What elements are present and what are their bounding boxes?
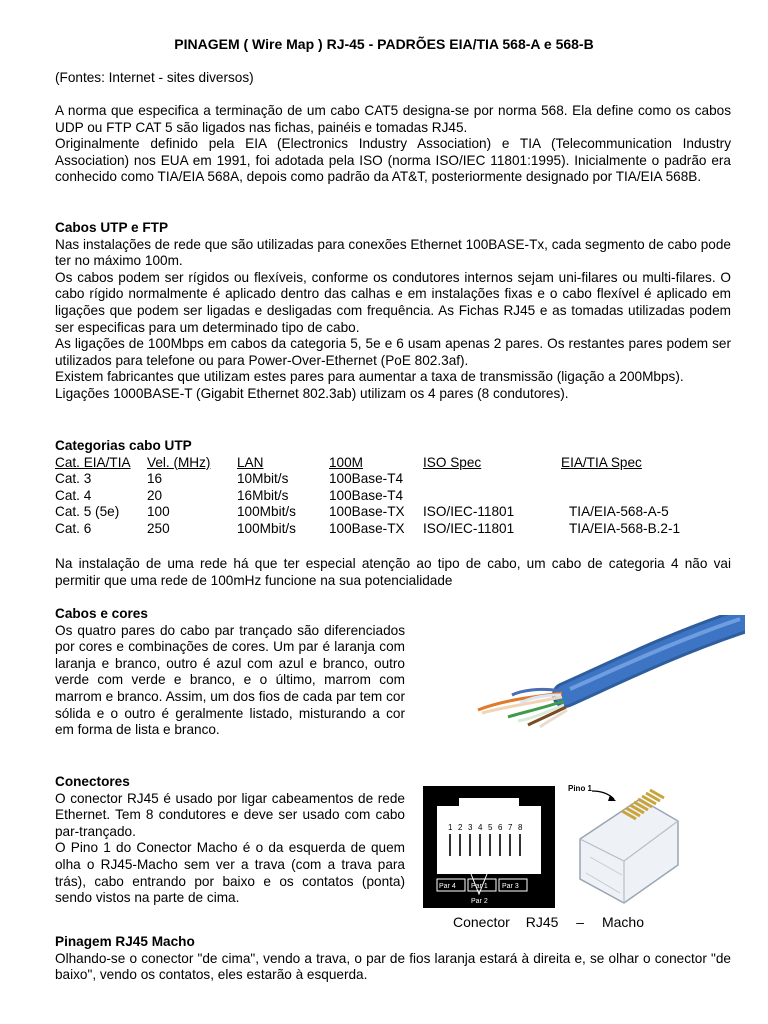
column-header: LAN [237,454,264,470]
pair-label: Par 3 [502,883,519,890]
cable-colors-text: Os quatro pares do cabo par trançado são diferenciados por cores e combinações de cores. Um par é laranja com laranja e branco, outro é azul com azul e branco, outro verde com verde e branco, e o último, marrom com marrom e branco. Assim, um dos fios de cada par tem cor sólida e o outro é geralmente listado, misturando a cor em forma de lista e branco. [55,622,405,738]
pin-number: 2 [458,823,463,832]
connectors-section [55,774,405,907]
utp-ftp-paragraph-1: Nas instalações de rede que são utilizadas para conexões Ethernet 100BASE-Tx, cada segmento de cabo pode ter no máximo 100m. [55,236,731,269]
pinout-heading: Pinagem RJ45 Macho [55,934,195,949]
table-cell [423,471,561,488]
column-header: 100M [329,454,364,470]
table-cell: 100Mbit/s [237,520,296,536]
caption-word: RJ45 [525,914,559,930]
categories-section [55,438,731,538]
pinout-section [55,934,731,984]
utp-ftp-paragraph-3: As ligações de 100Mbps em cabos da categoria 5, 5e e 6 usam apenas 2 pares. Os restantes pares podem ser utilizados para telefone ou para Power-Over-Ethernet (PoE 802.3af). [55,336,731,368]
intro-paragraph-2: Originalmente definido pela EIA (Electronics Industry Association) e TIA (Telecommunication Industry Association) nos EUA em 1991, foi adotada pela ISO (norma ISO/IEC 11801:1995). Inicialmente o padrão era conhecido como TIA/EIA 568A, depois como padrão da AT&T, posteriormente designado por TIA/EIA 568B. [55,136,731,185]
pin-number: 4 [478,823,483,832]
table-cell: 16Mbit/s [237,487,289,503]
column-header: EIA/TIA Spec [561,454,642,470]
utp-ftp-paragraph-2: Os cabos podem ser rígidos ou flexíveis, conforme os condutores internos sejam uni-filares ou multi-filares. O cabo rígido normalmente é aplicado dentro das calhas e em instalações fixas e o cabo flexível é aplicado em ligações que podem ser ligadas e desligadas com frequência. As Fichas RJ45 e as tomadas utilizadas podem ser especificas para um determinado tipo de cabo. [55,269,731,335]
connector-caption [453,914,644,930]
page-title: PINAGEM ( Wire Map ) RJ-45 - PADRÕES EIA/TIA 568-A e 568-B [174,36,594,52]
cable-colors-heading: Cabos e cores [55,606,148,621]
table-cell: 100Base-TX [329,504,405,520]
table-cell: 100Base-TX [329,520,405,536]
categories-table [55,455,721,538]
utp-cable-image [470,615,745,740]
intro-section [55,103,731,186]
table-cell: TIA/EIA-568-A-5 [569,504,669,520]
utp-ftp-paragraph-4: Existem fabricantes que utilizam estes pares para aumentar a taxa de transmissão (ligação a 200Mbps). [55,369,684,385]
table-cell [561,488,721,505]
table-cell: 16 [147,471,163,487]
rj45-plug-image [560,779,690,911]
table-cell: ISO/IEC-11801 [423,504,515,520]
column-header: Cat. EIA/TIA [55,454,131,470]
rj45-jack-diagram [423,786,555,908]
utp-ftp-section [55,220,731,403]
table-cell: 100Base-T4 [329,471,404,487]
cable-note: Na instalação de uma rede há que ter especial atenção ao tipo de cabo, um cabo de categoria 4 não vai permitir que uma rede de 100mHz funcione na sua potencialidade [55,556,731,588]
utp-ftp-heading: Cabos UTP e FTP [55,220,169,235]
pin-number: 1 [448,823,453,832]
jack-drawing [423,786,555,908]
table-cell: 100 [147,504,170,520]
caption-word: – [576,914,585,930]
table-row [55,504,721,521]
pair-label: Par 2 [471,898,488,905]
connectors-paragraph-2: O Pino 1 do Conector Macho é o da esquerda de quem olha o RJ45-Macho sem ver a trava (com a trava para trás), cabo entrando por baixo e os contatos (ponta) sendo vistos na parte de cima. [55,840,405,906]
table-row [55,488,721,505]
pin-number: 8 [518,823,523,832]
table-row [55,471,721,488]
connectors-paragraph-1: O conector RJ45 é usado por ligar cabeamentos de rede Ethernet. Tem 8 condutores e deve ser usado com cabo par-trançado. [55,790,405,839]
table-cell: 10Mbit/s [237,471,289,487]
table-cell: Cat. 3 [55,471,92,487]
intro-paragraph-1: A norma que especifica a terminação de um cabo CAT5 designa-se por norma 568. Ela define como os cabos UDP ou FTP CAT 5 são ligados nas fichas, painéis e tomadas RJ45. [55,103,731,135]
pair-label: Par 1 [471,883,488,890]
table-cell: 250 [147,520,170,536]
table-cell: 100Mbit/s [237,504,296,520]
pin-number: 3 [468,823,473,832]
sources-line: (Fontes: Internet - sites diversos) [55,70,254,85]
utp-ftp-paragraph-5: Ligações 1000BASE-T (Gigabit Ethernet 802.3ab) utilizam os 4 pares (8 condutores). [55,385,569,401]
column-header: ISO Spec [423,454,482,470]
table-row [55,521,721,538]
table-cell: Cat. 5 (5e) [55,504,120,520]
caption-word: Conector [453,914,510,930]
table-cell: 20 [147,487,163,503]
pinout-text: Olhando-se o conector "de cima", vendo a trava, o par de fios laranja estará à direita e, se olhar o conector "de baixo", vendo os contatos, eles estarão à esquerda. [55,950,731,983]
cable-colors-section [55,606,405,739]
table-cell: 100Base-T4 [329,487,404,503]
pin-number: 7 [508,823,513,832]
table-cell [561,471,721,488]
pin1-label: Pino 1 [568,784,593,793]
categories-header-row [55,455,721,472]
table-cell [423,488,561,505]
table-cell: TIA/EIA-568-B.2-1 [569,520,681,536]
pin-number: 6 [498,823,503,832]
pin-number: 5 [488,823,493,832]
pair-label: Par 4 [439,883,456,890]
table-cell: Cat. 4 [55,487,92,503]
column-header: Vel. (MHz) [147,454,211,470]
caption-word: Macho [601,914,644,930]
table-cell: Cat. 6 [55,520,92,536]
table-cell: ISO/IEC-11801 [423,520,515,536]
categories-heading: Categorias cabo UTP [55,438,192,453]
connectors-heading: Conectores [55,774,130,789]
